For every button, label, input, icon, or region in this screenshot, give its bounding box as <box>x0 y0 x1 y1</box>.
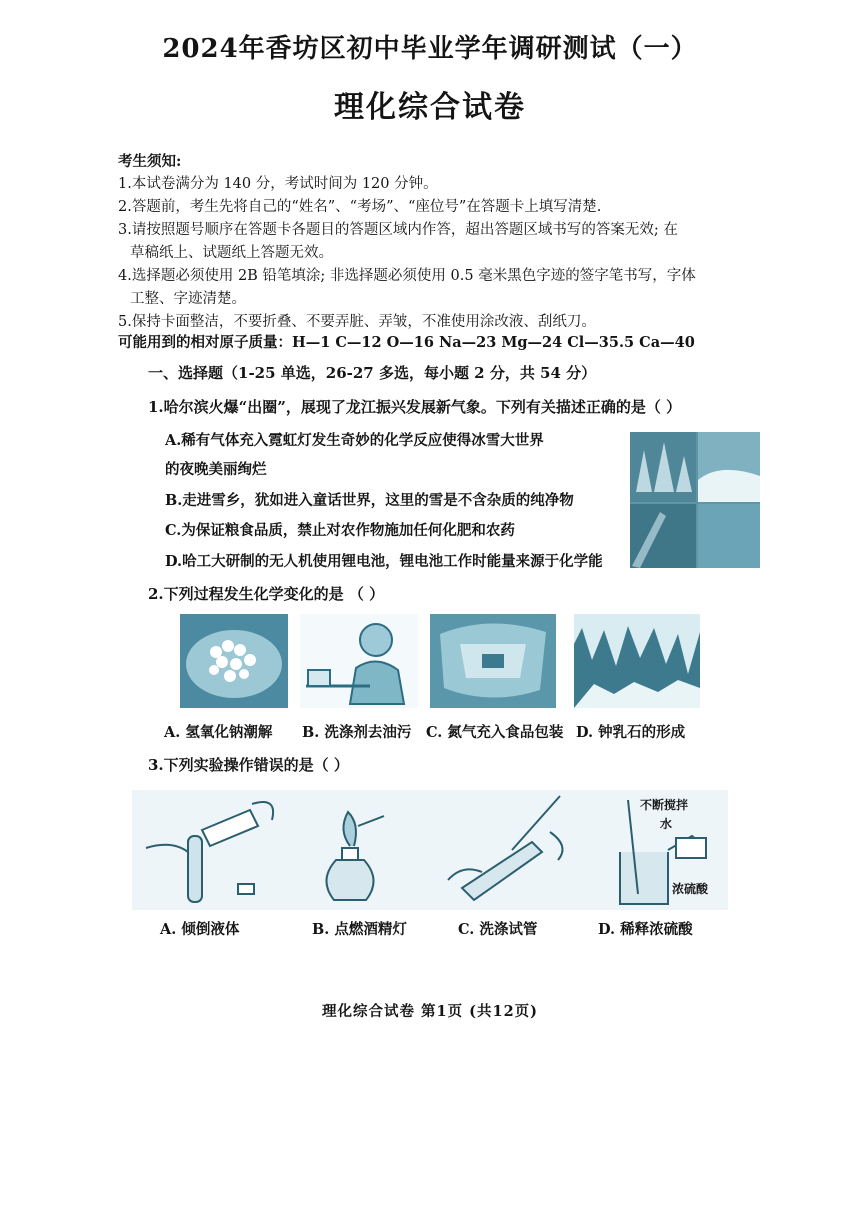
sodium-hydroxide-photo <box>180 614 288 708</box>
question-2-option-a: A. 氢氧化钠潮解 <box>164 724 273 741</box>
question-1-option-b: B.走进雪乡，犹如进入童话世界，这里的雪是不含杂质的纯净物 <box>165 492 574 509</box>
section-heading: 一、选择题（1-25 单选，26-27 多选，每小题 2 分，共 54 分） <box>148 364 597 382</box>
question-3-option-b: B. 点燃酒精灯 <box>312 921 407 938</box>
question-3-option-d: D. 稀释浓硫酸 <box>598 921 693 938</box>
page-title: 2024年香坊区初中毕业学年调研测试（一） <box>162 34 698 64</box>
notice-item: 3.请按照题号顺序在答题卡各题目的答题区域内作答，超出答题区域书写的答案无效; 在 <box>118 222 678 238</box>
notice-item: 5.保持卡面整洁，不要折叠、不要弄脏、弄皱，不准使用涂改液、刮纸刀。 <box>118 314 596 330</box>
label-water: 水 <box>660 817 673 831</box>
atomic-masses: 可能用到的相对原子质量：H—1 C—12 O—16 Na—23 Mg—24 Cl—35.5 Ca—40 <box>118 334 695 351</box>
notice-heading: 考生须知: <box>118 153 182 170</box>
question-1-option-a-cont: 的夜晚美丽绚烂 <box>165 461 267 478</box>
question-1-option-a: A.稀有气体充入霓虹灯发生奇妙的化学反应使得冰雪大世界 <box>165 432 544 449</box>
stalactite-photo <box>574 614 700 708</box>
notice-item: 1.本试卷满分为 140 分，考试时间为 120 分钟。 <box>118 176 438 192</box>
notice-item: 2.答题前，考生先将自己的“姓名”、“考场”、“座位号”在答题卡上填写清楚. <box>118 199 602 215</box>
page-subtitle: 理化综合试卷 <box>334 90 526 125</box>
question-2-stem: 2.下列过程发生化学变化的是 （ ） <box>148 585 385 603</box>
label-sulfuric-acid: 浓硫酸 <box>672 882 709 896</box>
harbin-ice-photo <box>630 432 760 568</box>
notice-item: 工整、字迹清楚。 <box>130 291 246 307</box>
question-3-option-c: C. 洗涤试管 <box>458 921 538 938</box>
question-1-stem: 1.哈尔滨火爆“出圈”，展现了龙江振兴发展新气象。下列有关描述正确的是（ ） <box>148 398 682 416</box>
question-3-option-a: A. 倾倒液体 <box>160 921 240 938</box>
notice-item: 4.选择题必须使用 2B 铅笔填涂; 非选择题必须使用 0.5 毫米黑色字迹的签字笔书写，字体 <box>118 268 696 284</box>
nitrogen-package-photo <box>430 614 556 708</box>
question-1-option-d: D.哈工大研制的无人机使用锂电池，锂电池工作时能量来源于化学能 <box>165 553 603 570</box>
notice-item: 草稿纸上、试题纸上答题无效。 <box>130 245 333 261</box>
question-2-option-d: D. 钟乳石的形成 <box>576 724 686 741</box>
question-2-option-c: C. 氮气充入食品包装 <box>426 724 564 741</box>
exam-notice <box>118 150 758 334</box>
lab-operations-figure <box>132 790 728 910</box>
page-footer: 理化综合试卷 第1页 (共12页) <box>321 1003 539 1020</box>
question-3-stem: 3.下列实验操作错误的是（ ） <box>148 756 349 774</box>
question-2-option-b: B. 洗涤剂去油污 <box>302 724 412 741</box>
label-stir: 不断搅拌 <box>640 798 689 812</box>
question-1-option-c: C.为保证粮食品质，禁止对农作物施加任何化肥和农药 <box>165 522 515 539</box>
detergent-illustration <box>300 614 418 708</box>
